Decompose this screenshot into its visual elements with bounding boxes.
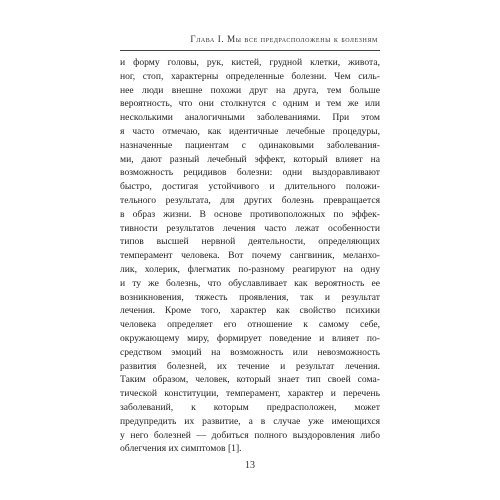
- text-line: развития болезней, их течение и результат лечения.: [120, 360, 380, 372]
- text-line: лечения. Кроме того, характер как свойство психики: [120, 305, 380, 317]
- text-line: Таким образом, человек, который знает тип своей сома-: [120, 374, 380, 386]
- text-line: в образ жизни. В основе противоположных по эффек-: [120, 208, 380, 220]
- text-line: тивности результатов лечения часто лежат особенности: [120, 222, 380, 234]
- text-line: вероятность, что они столкнутся с одним и тем же или: [120, 98, 380, 110]
- text-line: средством эмоций на возможность или невозможность: [120, 346, 380, 358]
- text-line: окружающему миру, формирует поведение и влияет по-: [120, 332, 380, 344]
- text-line: я часто отмечаю, как идентичные лечебные процедуры,: [120, 125, 380, 137]
- header-rule: [120, 50, 380, 51]
- text-line: быстро, достигая устойчивого и длительного положи-: [120, 181, 380, 193]
- text-line: ми, дают разный лечебный эффект, который влияет на: [120, 153, 380, 165]
- text-line: нее люди внешне похожи друг на друга, тем больше: [120, 84, 380, 96]
- text-line: темперамент человека. Вот почему сангвиник, меланхо-: [120, 250, 380, 262]
- page-number: 13: [245, 460, 255, 471]
- running-head: Глава I. Мы все предрасположены к болезням: [190, 34, 378, 44]
- text-line: предупредить их развитие, а в случае уже имеющихся: [120, 415, 380, 427]
- text-line: облегчения их симптомов [1].: [120, 443, 242, 455]
- text-line: человека определяет его отношение к самому себе,: [120, 319, 380, 331]
- body-paragraph: [120, 56, 380, 456]
- text-line: ног, стоп, характерны определенные болезни. Чем силь-: [120, 70, 380, 82]
- text-line: тической конституции, темперамент, характер и перечень: [120, 388, 380, 400]
- text-line: и ту же болезнь, что обуславливает как вероятность ее: [120, 277, 380, 289]
- text-line: типов высшей нервной деятельности, определяющих: [120, 236, 380, 248]
- text-line: лик, холерик, флегматик по-разному реагируют на одну: [120, 263, 380, 275]
- text-line: несколькими аналогичными заболеваниями. При этом: [120, 112, 380, 124]
- text-line: у него болезней — добиться полного выздоровления либо: [120, 429, 380, 441]
- text-line: тельного результата, для других болезнь превращается: [120, 194, 380, 206]
- text-line: возникновения, тяжесть проявления, так и результат: [120, 291, 380, 303]
- text-line: назначенные пациентам с одинаковыми заболевания-: [120, 139, 380, 151]
- text-line: возможность рецидивов болезни: одни выздоравливают: [120, 167, 380, 179]
- text-line: заболеваний, к которым предрасположен, может: [120, 401, 380, 413]
- text-line: и форму головы, рук, кистей, грудной клетки, живота,: [120, 57, 380, 68]
